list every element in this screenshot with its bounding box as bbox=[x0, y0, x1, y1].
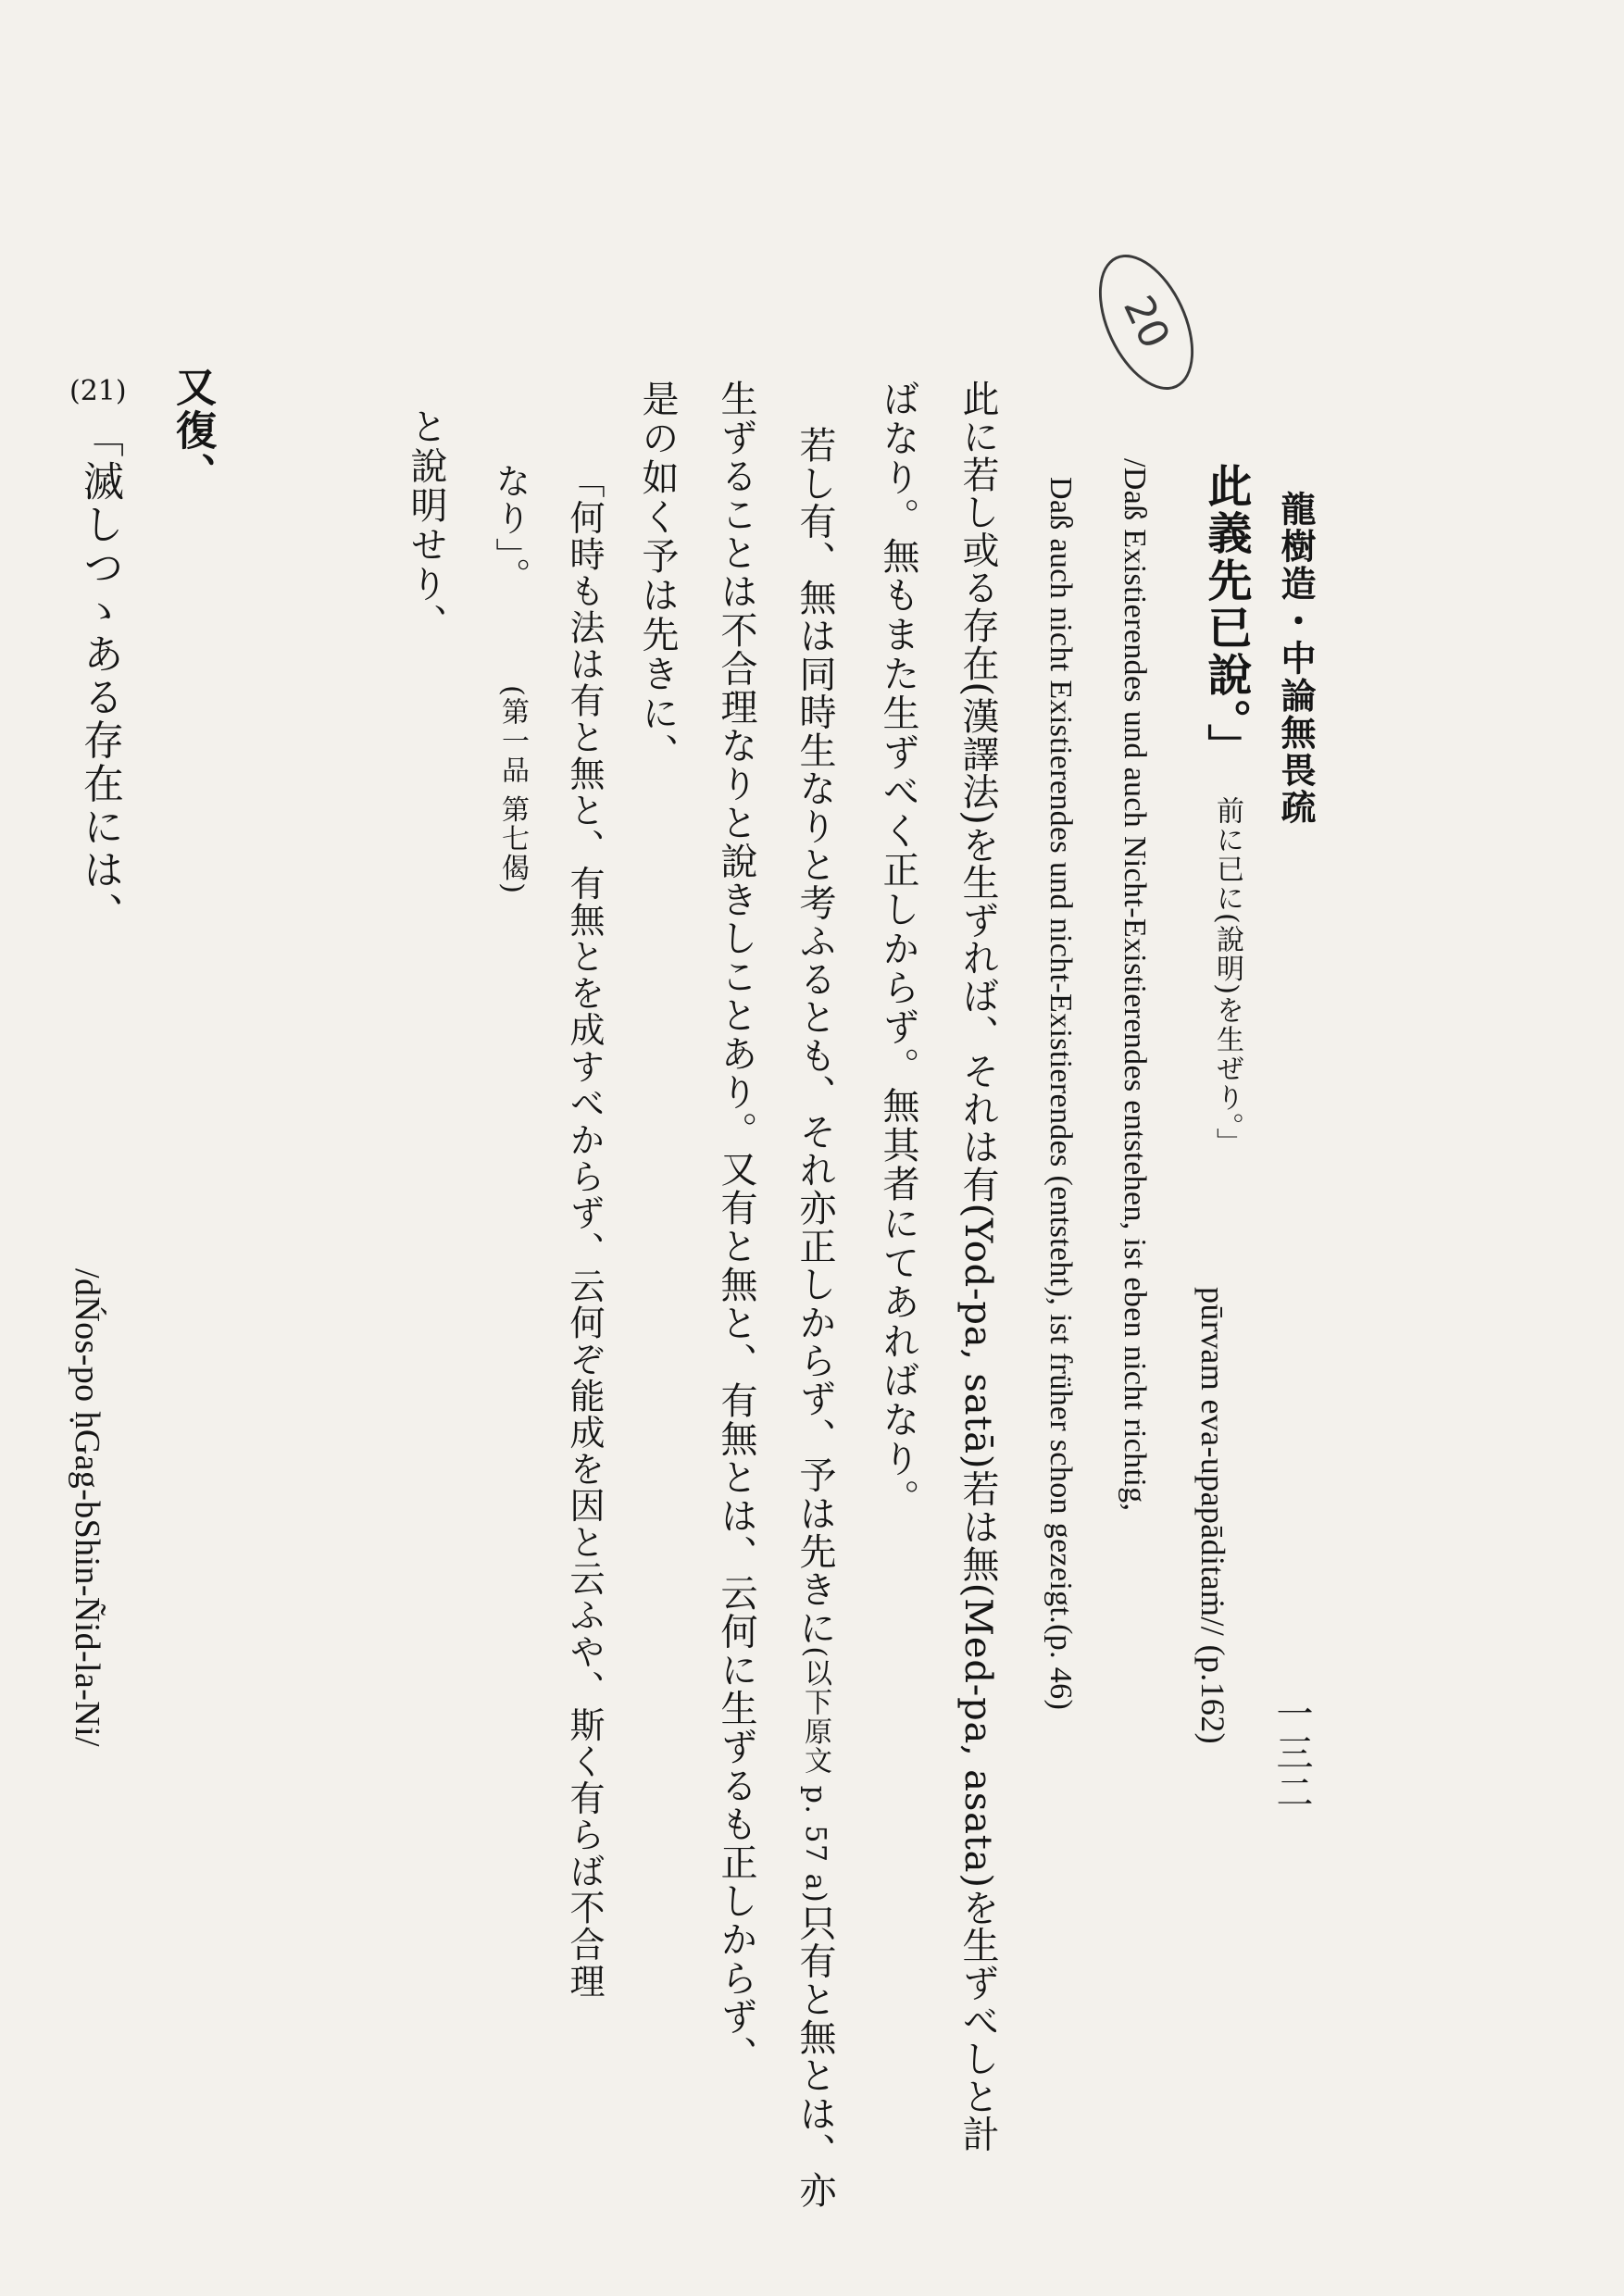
line-13-tibetan: /dŃos-po ḥGag-bShin-Ñid-la-Ni/ bbox=[68, 1268, 106, 1747]
page-number: 一三二 bbox=[1270, 1694, 1313, 1813]
line-5: ばなり。無もまた生ずべく正しからず。無其者にてあればなり。 bbox=[877, 380, 919, 1518]
line-11: と說明せり、 bbox=[405, 407, 447, 643]
line-6 bbox=[793, 426, 836, 2209]
line-1-main: 此義先已說。」 bbox=[1200, 463, 1252, 771]
line-8: 是の如く予は先きに、 bbox=[636, 380, 679, 772]
line-1-gloss: 前に已に(說明)を生ぜり。」 bbox=[1211, 796, 1243, 1157]
line-9-verse: 「何時も法は有と無と、有無とを成すべからず、云何ぞ能成を因と云ふや、斯く有らば不合理 bbox=[564, 463, 605, 2000]
line-6-note: (以下原文 p. 57 a) bbox=[799, 1646, 831, 1904]
line-12: 又復、 bbox=[169, 366, 216, 495]
handwritten-margin-note: 20 bbox=[1080, 240, 1213, 405]
line-7: 生ずることは不合理なりと說きしことあり。又有と無と、有無とは、云何に生ずるも正しからず、 bbox=[715, 380, 757, 2075]
line-10-note: (第一品 第七偈) bbox=[496, 685, 529, 895]
footnote-number: (21) bbox=[69, 375, 127, 407]
line-3-german: Daß auch nicht Existierendes und nicht-Existierendes (entsteht), ist früher schon gezeigt.(p. 46) bbox=[1043, 477, 1078, 1711]
line-6-a: 若し有、無は同時生なりと考ふるとも、それ亦正しからず、予は先きに bbox=[793, 426, 836, 1647]
line-10-main: なり」。 bbox=[490, 463, 531, 595]
line-6-b: 只有と無とは、亦 bbox=[793, 1903, 836, 2209]
line-2-german: /Daß Existierendes und auch Nicht-Existierendes entstehen, ist eben nicht richtig, bbox=[1118, 458, 1152, 1512]
running-title: 龍樹造・中論無畏疏 bbox=[1275, 491, 1317, 827]
line-13: 「滅しつゝある存在には、 bbox=[76, 417, 123, 935]
line-4: 此に若し或る存在(漢譯法)を生ずれば、それは有(Yod-pa, satā)若は無(Med-pa, asata)を生ずべしと計 bbox=[956, 380, 999, 2153]
line-1-sanskrit: pūrvam eva-upapāditaṁ// (p.162) bbox=[1194, 1287, 1231, 1744]
